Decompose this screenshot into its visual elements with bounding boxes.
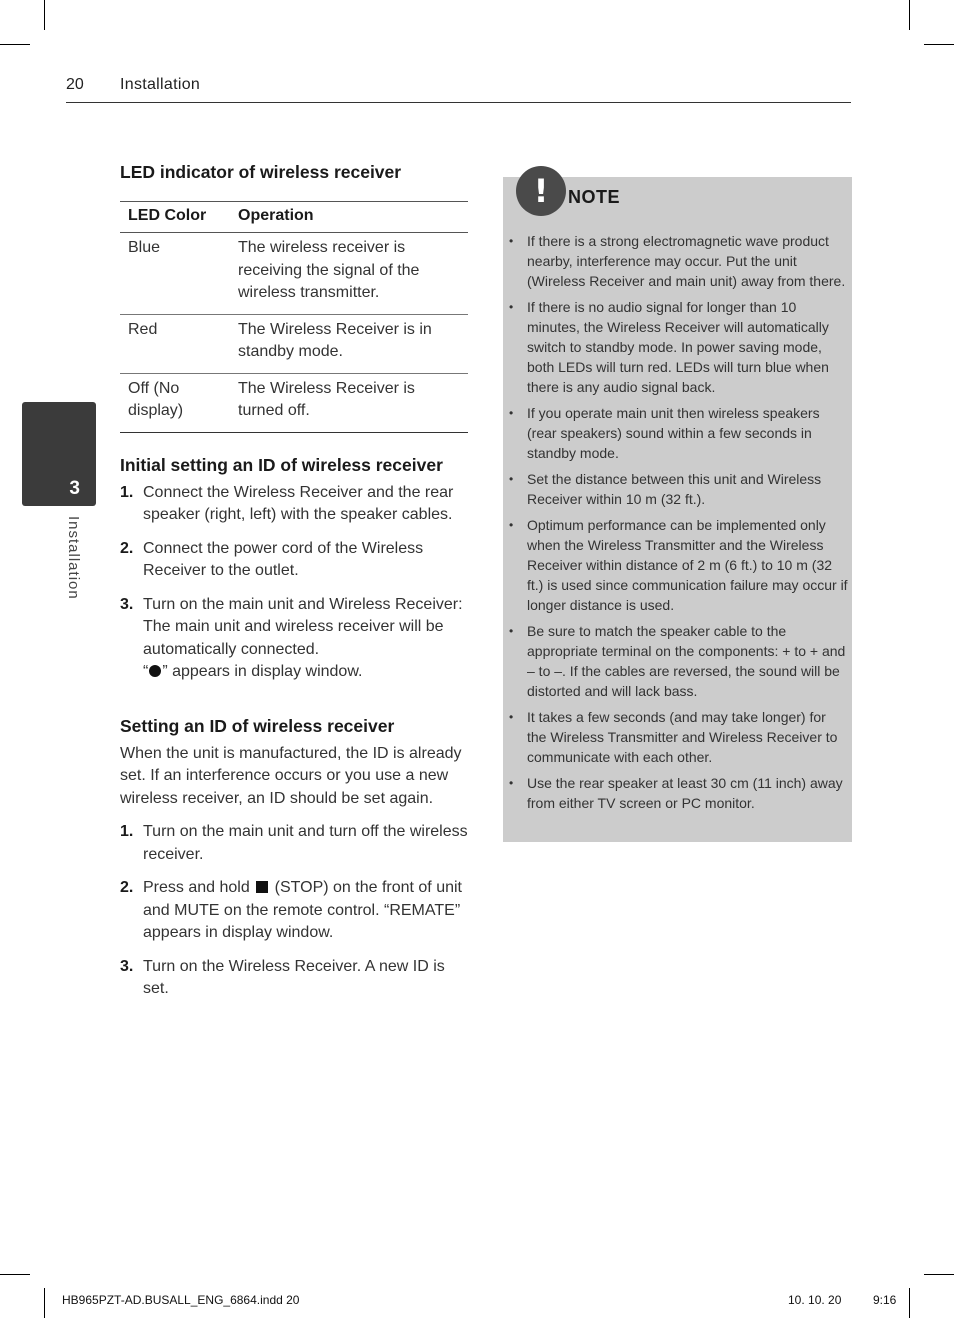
setting-section-title: Setting an ID of wireless receiver	[120, 715, 395, 736]
step-text: Turn on the main unit and Wireless Receiver: The main unit and wireless receiver will be automatically connected.	[143, 595, 463, 658]
step-number: 3.	[120, 957, 134, 975]
step-text: (STOP) on the front of unit and MUTE on the remote control. “REMATE” appears in display window.	[143, 879, 462, 941]
step-text: Connect the power cord of the Wireless Receiver to the outlet.	[143, 539, 424, 579]
footer-filename: HB965PZT-AD.BUSALL_ENG_6864.indd 20	[62, 1293, 300, 1307]
list-item	[120, 594, 468, 684]
step-text: Connect the Wireless Receiver and the rear speaker (right, left) with the speaker cables.	[143, 483, 454, 523]
note-box	[503, 172, 852, 842]
table-cell: Blue	[120, 233, 230, 315]
crop-mark	[44, 0, 45, 30]
crop-mark	[909, 1288, 910, 1318]
filled-circle-icon	[149, 665, 161, 677]
step-text: ” appears in display window.	[162, 663, 363, 680]
step-number: 3.	[120, 595, 134, 613]
chapter-side-label	[64, 516, 84, 636]
step-text: “	[143, 663, 149, 680]
step-number: 2.	[120, 879, 134, 896]
list-item: • If there is a strong electromagnetic wave product nearby, interference may occur. Put the unit (Wireless Receiver and main unit) away from there.	[503, 231, 852, 291]
note-list	[503, 231, 852, 819]
table-row	[120, 233, 468, 315]
step-number: 1.	[120, 823, 134, 840]
list-item: • It takes a few seconds (and may take longer) for the Wireless Transmitter and Wireless Receiver to communicate with each other.	[503, 707, 852, 767]
crop-mark	[0, 44, 30, 45]
page-number: 20	[66, 76, 84, 93]
note-title: NOTE	[568, 187, 621, 207]
list-item	[120, 538, 468, 583]
list-item	[120, 821, 468, 866]
list-item: • Be sure to match the speaker cable to the appropriate terminal on the components: + to + and – to –. If the cables are reversed, the sound will be distorted and will lack bass.	[503, 621, 852, 701]
step-text: Turn on the main unit and turn off the wireless receiver.	[143, 823, 468, 863]
table-cell: The Wireless Receiver is turned off.	[230, 373, 468, 432]
table-header-cell: LED Color	[120, 202, 230, 233]
crop-mark	[924, 44, 954, 45]
stop-icon	[256, 881, 268, 893]
table-row	[120, 373, 468, 432]
list-item	[120, 956, 468, 1001]
list-item	[120, 482, 468, 527]
table-header-cell: Operation	[230, 202, 468, 233]
table-row	[120, 314, 468, 373]
list-item	[120, 877, 468, 945]
crop-mark	[44, 1288, 45, 1318]
footer-date: 10. 10. 20	[788, 1293, 842, 1307]
crop-mark	[924, 1274, 954, 1275]
table-cell: The Wireless Receiver is in standby mode.	[230, 314, 468, 373]
crop-mark	[0, 1274, 30, 1275]
table-header-row	[120, 202, 468, 233]
list-item: • If you operate main unit then wireless speakers (rear speakers) sound within a few seconds in standby mode.	[503, 403, 852, 463]
step-text: Turn on the Wireless Receiver. A new ID is set.	[143, 957, 445, 997]
exclamation-icon: !	[516, 166, 566, 216]
chapter-number: 3	[69, 478, 80, 499]
chapter-label-text: Installation	[65, 516, 82, 600]
list-item: • If there is no audio signal for longer than 10 minutes, the Wireless Receiver will automatically switch to standby mode. In power saving mode, both LEDs will turn red. LEDs will turn blue when there is any audio signal back.	[503, 297, 852, 397]
table-cell: Red	[120, 314, 230, 373]
initial-steps	[120, 482, 468, 684]
step-number: 2.	[120, 539, 134, 557]
list-item: • Use the rear speaker at least 30 cm (11 inch) away from either TV screen or PC monitor.	[503, 773, 852, 813]
crop-mark	[909, 0, 910, 30]
list-item: • Optimum performance can be implemented only when the Wireless Transmitter and the Wireless Receiver within distance of 2 m (6 ft.) to 10 m (32 ft.) is used since communication failure may occur if longer distance is used.	[503, 515, 852, 615]
footer-time: 9:16	[873, 1293, 897, 1307]
setting-intro: When the unit is manufactured, the ID is already set. If an interference occurs or you use a new wireless receiver, an ID should be set again.	[120, 744, 462, 807]
section-name: Installation	[120, 76, 201, 93]
table-cell: The wireless receiver is receiving the signal of the wireless transmitter.	[230, 233, 468, 315]
table-cell: Off (No display)	[120, 373, 230, 432]
page-header	[66, 76, 851, 103]
initial-section-title: Initial setting an ID of wireless receiver	[120, 454, 443, 475]
step-text: Press and hold	[143, 879, 255, 896]
left-column	[120, 160, 468, 1012]
chapter-tab	[22, 402, 96, 506]
step-number: 1.	[120, 483, 134, 501]
list-item: • Set the distance between this unit and Wireless Receiver within 10 m (32 ft.).	[503, 469, 852, 509]
led-section-title: LED indicator of wireless receiver	[120, 162, 402, 182]
setting-steps	[120, 821, 468, 1001]
led-table	[120, 201, 468, 433]
